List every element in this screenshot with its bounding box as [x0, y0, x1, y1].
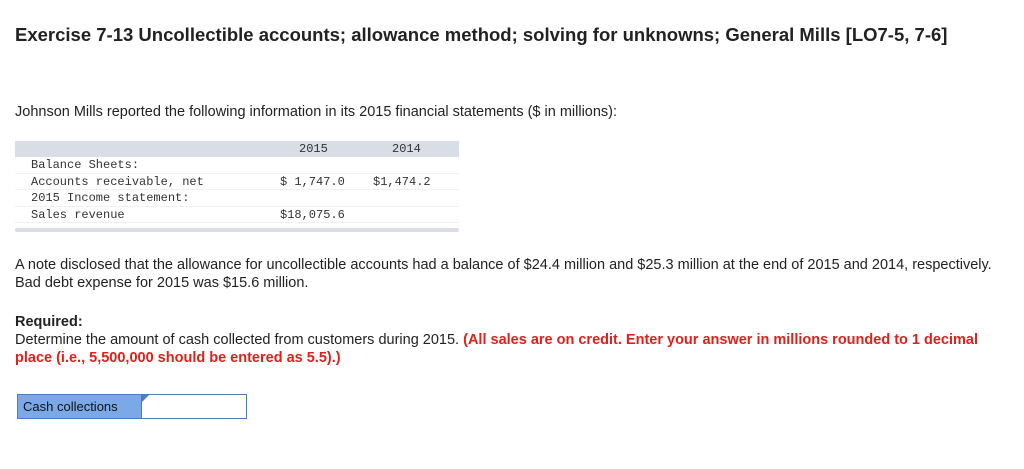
table-bottom-divider [15, 228, 459, 232]
row-label: Sales revenue [31, 207, 125, 222]
financial-data-table [15, 141, 459, 232]
required-instructions [15, 331, 1015, 367]
exercise-title: Exercise 7-13 Uncollectible accounts; allowance method; solving for unknowns; General Mills [LO7-5, 7-6] [15, 24, 948, 45]
required-heading: Required: [15, 314, 83, 330]
row-label: Accounts receivable, net [31, 174, 204, 189]
row-label: Balance Sheets: [31, 158, 140, 172]
row-value-2015: $18,075.6 [280, 207, 345, 222]
required-question: Determine the amount of cash collected from customers during 2015. [15, 332, 460, 348]
row-value-2015: $ 1,747.0 [280, 174, 345, 189]
row-value-2014: $1,474.2 [373, 174, 431, 189]
cash-collections-input-wrapper [142, 394, 247, 419]
answer-row [17, 394, 247, 419]
header-2015: 2015 [299, 142, 328, 156]
header-2014: 2014 [392, 142, 421, 156]
cash-collections-label: Cash collections [17, 394, 142, 419]
table-header-row [15, 141, 459, 157]
note-text: A note disclosed that the allowance for uncollectible accounts had a balance of $24.4 million and $25.3 million at the end of 2015 and 2014, respectively. Bad debt expense for 2015 was $15.6 million. [15, 257, 992, 291]
cash-collections-input[interactable] [142, 395, 246, 418]
row-label: 2015 Income statement: [31, 191, 190, 205]
table-row [15, 207, 459, 224]
table-row [15, 157, 459, 174]
intro-text: Johnson Mills reported the following information in its 2015 financial statements ($ in millions): [15, 104, 618, 120]
table-row [15, 190, 459, 207]
input-marker-icon [142, 395, 149, 402]
table-row [15, 174, 459, 191]
required-red-instruction: (All sales are on credit. Enter your answer in millions rounded to 1 decimal place (i.e., 5,500,000 should be entered as 5.5).) [15, 332, 979, 366]
